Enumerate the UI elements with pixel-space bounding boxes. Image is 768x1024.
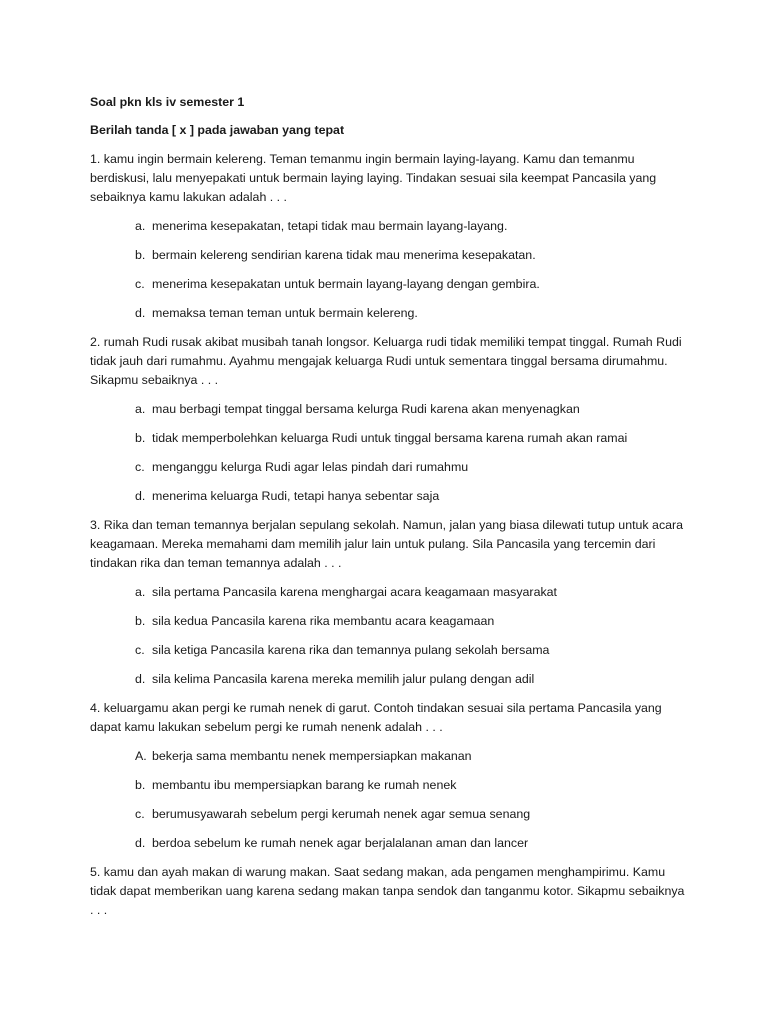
option-list [90, 400, 690, 506]
option-b[interactable] [135, 429, 690, 448]
option-d[interactable] [135, 834, 690, 853]
option-list [90, 747, 690, 853]
option-a[interactable] [135, 747, 690, 766]
option-a[interactable] [135, 217, 690, 236]
option-text: sila pertama Pancasila karena menghargai acara keagamaan masyarakat [152, 585, 557, 599]
option-c[interactable] [135, 805, 690, 824]
option-letter: a. [135, 219, 146, 233]
option-list [90, 583, 690, 689]
option-d[interactable] [135, 487, 690, 506]
question-text: 2. rumah Rudi rusak akibat musibah tanah longsor. Keluarga rudi tidak memiliki tempat tinggal. Rumah Rudi tidak jauh dari rumahmu. Ayahmu mengajak keluarga Rudi untuk sementara tinggal bersama dirumahmu. Sikapmu sebaiknya . . . [90, 335, 682, 387]
option-letter: b. [135, 431, 146, 445]
option-a[interactable] [135, 400, 690, 419]
option-c[interactable] [135, 641, 690, 660]
option-d[interactable] [135, 670, 690, 689]
option-letter: b. [135, 778, 146, 792]
question-text: 4. keluargamu akan pergi ke rumah nenek di garut. Contoh tindakan sesuai sila pertama Pancasila yang dapat kamu lakukan sebelum pergi ke rumah nenenk adalah . . . [90, 701, 662, 734]
option-text: tidak memperbolehkan keluarga Rudi untuk tinggal bersama karena rumah akan ramai [152, 431, 628, 445]
option-letter: c. [135, 807, 145, 821]
question-4 [90, 699, 690, 853]
option-letter: d. [135, 672, 146, 686]
question-1 [90, 150, 690, 323]
option-text: menerima kesepakatan, tetapi tidak mau bermain layang-layang. [152, 219, 508, 233]
option-text: sila kedua Pancasila karena rika membantu acara keagamaan [152, 614, 495, 628]
option-b[interactable] [135, 246, 690, 265]
option-letter: d. [135, 836, 146, 850]
option-text: menerima kesepakatan untuk bermain layang-layang dengan gembira. [152, 277, 540, 291]
question-text: 5. kamu dan ayah makan di warung makan. Saat sedang makan, ada pengamen menghampirimu. Kamu tidak dapat memberikan uang karena sedang makan tanpa sendok dan tanganmu kotor. Sikapmu sebaiknya . . . [90, 865, 685, 917]
option-b[interactable] [135, 612, 690, 631]
question-5 [90, 863, 690, 920]
option-a[interactable] [135, 583, 690, 602]
option-letter: c. [135, 277, 145, 291]
option-letter: b. [135, 248, 146, 262]
document-content [90, 93, 690, 930]
option-list [90, 217, 690, 323]
option-letter: c. [135, 460, 145, 474]
option-text: bermain kelereng sendirian karena tidak mau menerima kesepakatan. [152, 248, 536, 262]
option-text: menganggu kelurga Rudi agar lelas pindah dari rumahmu [152, 460, 469, 474]
option-c[interactable] [135, 458, 690, 477]
option-text: berdoa sebelum ke rumah nenek agar berjalalanan aman dan lancer [152, 836, 529, 850]
instruction-text: Berilah tanda [ x ] pada jawaban yang tepat [90, 123, 345, 137]
option-letter: c. [135, 643, 145, 657]
option-text: sila kelima Pancasila karena mereka memilih jalur pulang dengan adil [152, 672, 535, 686]
option-letter: A. [135, 749, 147, 763]
option-text: memaksa teman teman untuk bermain kelereng. [152, 306, 418, 320]
option-b[interactable] [135, 776, 690, 795]
option-d[interactable] [135, 304, 690, 323]
option-letter: b. [135, 614, 146, 628]
option-letter: a. [135, 402, 146, 416]
question-text: 1. kamu ingin bermain kelereng. Teman temanmu ingin bermain laying-layang. Kamu dan temanmu berdiskusi, lalu menyepakati untuk bermain laying laying. Tindakan sesuai sila keempat Pancasila yang sebaiknya kamu lakukan adalah . . . [90, 152, 657, 204]
option-text: menerima keluarga Rudi, tetapi hanya sebentar saja [152, 489, 440, 503]
question-text: 3. Rika dan teman temannya berjalan sepulang sekolah. Namun, jalan yang biasa dilewati tutup untuk acara keagamaan. Mereka memahami dam memilih jalur lain untuk pulang. Sila Pancasila yang tercemin dari tindakan rika dan teman temannya adalah . . . [90, 518, 684, 570]
option-letter: d. [135, 306, 146, 320]
option-letter: a. [135, 585, 146, 599]
option-c[interactable] [135, 275, 690, 294]
option-letter: d. [135, 489, 146, 503]
option-text: membantu ibu mempersiapkan barang ke rumah nenek [152, 778, 457, 792]
question-3 [90, 516, 690, 689]
option-text: mau berbagi tempat tinggal bersama kelurga Rudi karena akan menyenagkan [152, 402, 580, 416]
option-text: bekerja sama membantu nenek mempersiapkan makanan [152, 749, 472, 763]
option-text: sila ketiga Pancasila karena rika dan temannya pulang sekolah bersama [152, 643, 550, 657]
question-2 [90, 333, 690, 506]
option-text: berumusyawarah sebelum pergi kerumah nenek agar semua senang [152, 807, 531, 821]
document-title: Soal pkn kls iv semester 1 [90, 95, 245, 109]
